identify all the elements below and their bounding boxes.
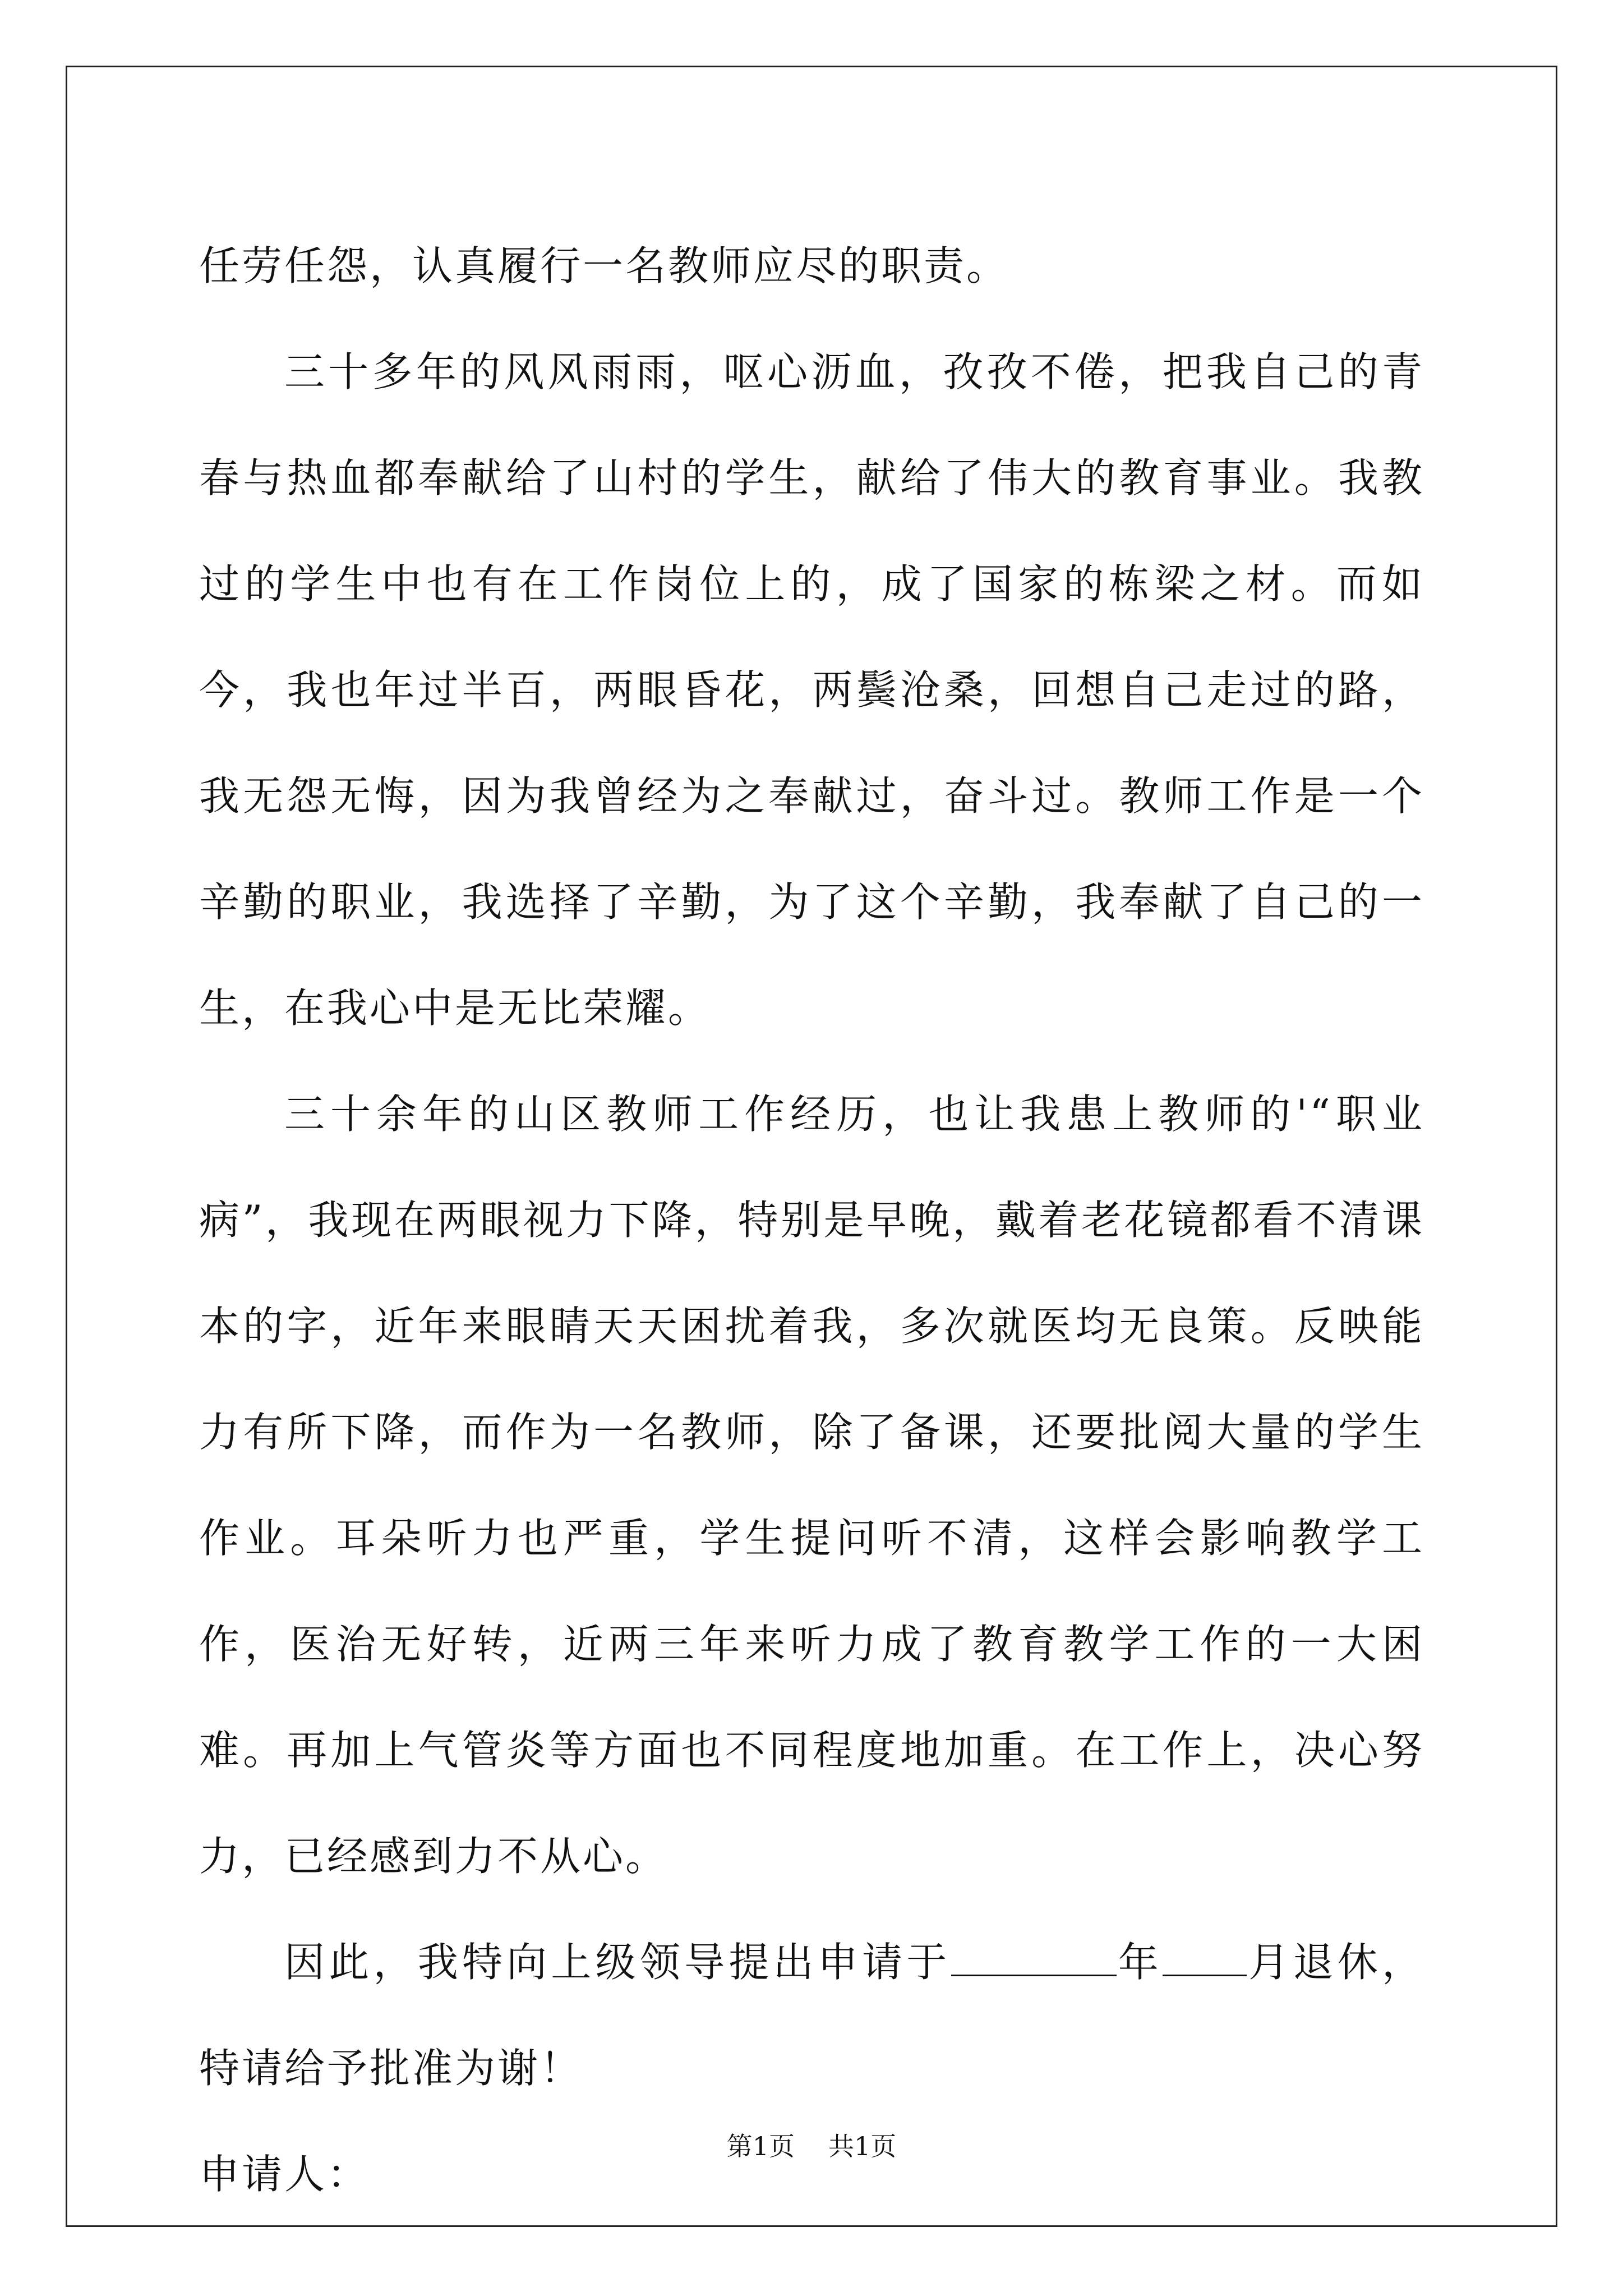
page-number-current: 第1页 xyxy=(726,2131,795,2161)
page-footer xyxy=(0,2126,1623,2163)
month-blank xyxy=(1163,1939,1247,1976)
paragraph-1: 任劳任怨，认真履行一名教师应尽的职责。 xyxy=(199,242,1009,289)
paragraph-3: 三十余年的山区教师工作经历，也让我患上教师的'“职业病”，我现在两眼视力下降，特别是早晚，戴着老花镜都看不清课本的字，近年来眼睛天天困扰着我，多次就医均无良策。反映能力有所下降，而作为一名教师，除了备课，还要批阅大量的学生作业。耳朵听力也严重，学生提问听不清，这样会影响教学工作，医治无好转，近两三年来听力成了教育教学工作的一大困难。再加上气管炎等方面也不同程度地加重。在工作上，决心努力，已经感到力不从心。 xyxy=(199,1091,1424,1880)
document-body xyxy=(199,213,1424,2228)
request-text-after: 月退休，特请给予批准为谢！ xyxy=(199,1939,1424,2092)
paragraph-2: 三十多年的风风雨雨，呕心沥血，孜孜不倦，把我自己的青春与热血都奉献给了山村的学生，献给了伟大的教育事业。我教过的学生中也有在工作岗位上的，成了国家的栋梁之材。而如今，我也年过半百，两眼昏花，两鬓沧桑，回想自己走过的路，我无怨无悔，因为我曾经为之奉献过，奋斗过。教师工作是一个辛勤的职业，我选择了辛勤，为了这个辛勤，我奉献了自己的一生，在我心中是无比荣耀。 xyxy=(199,348,1424,1032)
page-number-total: 共1页 xyxy=(828,2131,897,2161)
year-blank xyxy=(951,1939,1117,1976)
year-label: 年 xyxy=(1116,1939,1163,1986)
request-text-before: 因此，我特向上级领导提出申请于 xyxy=(284,1939,951,1986)
applicant-label: 申请人： xyxy=(199,2151,370,2198)
retirement-request-paragraph xyxy=(199,1910,1424,2122)
